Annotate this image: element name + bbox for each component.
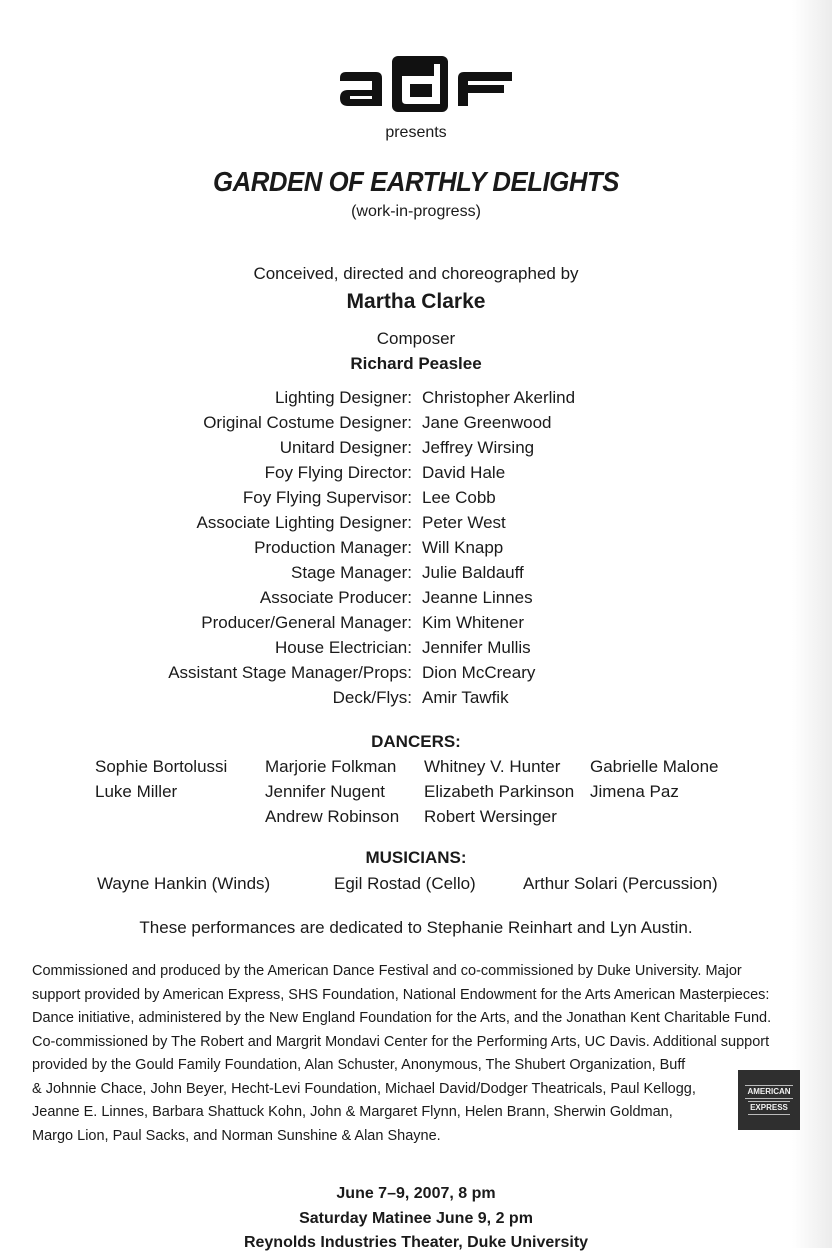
credits-list [0, 386, 832, 711]
credit-name: Jeffrey Wirsing [422, 438, 535, 457]
american-express-logo [738, 1070, 800, 1130]
credit-row [0, 486, 832, 511]
credit-name: Jane Greenwood [422, 413, 552, 432]
dancer-name: Sophie Bortolussi [95, 757, 228, 776]
credit-name: Christopher Akerlind [422, 388, 576, 407]
musician-name: Egil Rostad (Cello) [334, 874, 476, 893]
dancer-name: Jennifer Nugent [265, 782, 386, 801]
composer-label: Composer [376, 329, 456, 348]
dancer-column [95, 756, 227, 806]
credit-name: Jeanne Linnes [422, 588, 533, 607]
support-line: provided by the Gould Family Foundation, Alan Schuster, Anonymous, The Shubert Organization, Buff [32, 1057, 686, 1073]
credit-role: Original Costume Designer: [203, 413, 412, 432]
adf-logo [336, 54, 516, 116]
musicians-heading: MUSICIANS: [365, 848, 467, 867]
support-line: Co-commissioned by The Robert and Margrit Mondavi Center for the Performing Arts, UC Davis. Additional support [32, 1033, 770, 1050]
credit-name: Dion McCreary [422, 663, 536, 682]
credit-row [0, 411, 832, 436]
credit-role: Deck/Flys: [332, 688, 412, 707]
credit-role: Associate Producer: [259, 588, 412, 607]
amex-logo-line: EXPRESS [748, 1101, 790, 1115]
credit-row [0, 386, 832, 411]
credit-role: Unitard Designer: [279, 438, 412, 457]
credit-row [0, 536, 832, 561]
dancer-name: Elizabeth Parkinson [424, 782, 575, 801]
credit-name: Will Knapp [422, 538, 504, 557]
dancer-name: Jimena Paz [590, 782, 679, 801]
dancer-name: Robert Wersinger [424, 807, 557, 826]
musician-name: Wayne Hankin (Winds) [97, 874, 271, 893]
venue-name: Reynolds Industries Theater, Duke University [243, 1234, 589, 1251]
show-title: GARDEN OF EARTHLY DELIGHTS [213, 166, 619, 197]
support-line: & Johnnie Chace, John Beyer, Hecht-Levi Foundation, Michael David/Dodger Theatricals, Paul Kellogg, [32, 1080, 696, 1097]
dancer-name: Gabrielle Malone [590, 757, 719, 776]
credit-name: Amir Tawfik [422, 688, 509, 707]
credit-role: Foy Flying Director: [264, 463, 412, 482]
credit-row [0, 511, 832, 536]
musician-name: Arthur Solari (Percussion) [523, 874, 718, 893]
credit-row [0, 436, 832, 461]
dancer-column [265, 756, 399, 831]
credit-role: House Electrician: [274, 638, 412, 657]
dancer-name: Whitney V. Hunter [424, 757, 561, 776]
credit-row [0, 561, 832, 586]
credit-name: Lee Cobb [422, 488, 496, 507]
credit-role: Production Manager: [254, 538, 412, 557]
credit-role: Assistant Stage Manager/Props: [168, 663, 412, 682]
credit-row [0, 586, 832, 611]
support-credits [32, 960, 812, 1148]
credit-role: Lighting Designer: [274, 388, 412, 407]
credit-name: Julie Baldauff [422, 563, 524, 582]
credit-row [0, 686, 832, 711]
credit-name: David Hale [422, 463, 506, 482]
dancers-heading: DANCERS: [371, 732, 461, 751]
credit-role: Associate Lighting Designer: [196, 513, 412, 532]
support-line: Dance initiative, administered by the New England Foundation for the Arts, and the Jonathan Kent Charitable Fund. [32, 1010, 772, 1026]
dancer-name: Marjorie Folkman [265, 757, 397, 776]
dancer-column [590, 756, 719, 806]
support-line: support provided by American Express, SHS Foundation, National Endowment for the Arts American Masterpieces: [32, 986, 770, 1003]
director-name: Martha Clarke [346, 290, 486, 313]
credit-name: Peter West [422, 513, 506, 532]
conceived-label: Conceived, directed and choreographed by [253, 264, 579, 283]
credit-role: Foy Flying Supervisor: [242, 488, 412, 507]
dancer-name: Luke Miller [95, 782, 178, 801]
dedication-text: These performances are dedicated to Stephanie Reinhart and Lyn Austin. [139, 918, 693, 937]
credit-name: Jennifer Mullis [422, 638, 531, 657]
composer-name: Richard Peaslee [350, 354, 482, 373]
credit-row [0, 661, 832, 686]
support-line: Jeanne E. Linnes, Barbara Shattuck Kohn, John & Margaret Flynn, Helen Brann, Sherwin Goldman, [32, 1104, 673, 1120]
credit-row [0, 461, 832, 486]
dancer-column [424, 756, 574, 831]
credit-row [0, 636, 832, 661]
presents-label: presents [385, 124, 447, 141]
credit-row [0, 611, 832, 636]
show-subtitle: (work-in-progress) [351, 203, 481, 220]
support-line: Commissioned and produced by the American Dance Festival and co-commissioned by Duke University. Major [32, 963, 742, 979]
performance-dates: June 7–9, 2007, 8 pm [336, 1185, 496, 1202]
dancer-name: Andrew Robinson [265, 807, 400, 826]
credit-name: Kim Whitener [422, 613, 525, 632]
amex-logo-line: AMERICAN [745, 1085, 792, 1099]
credit-role: Producer/General Manager: [201, 613, 412, 632]
matinee-date: Saturday Matinee June 9, 2 pm [299, 1210, 533, 1227]
support-line: Margo Lion, Paul Sacks, and Norman Sunshine & Alan Shayne. [32, 1127, 441, 1144]
credit-role: Stage Manager: [291, 563, 412, 582]
